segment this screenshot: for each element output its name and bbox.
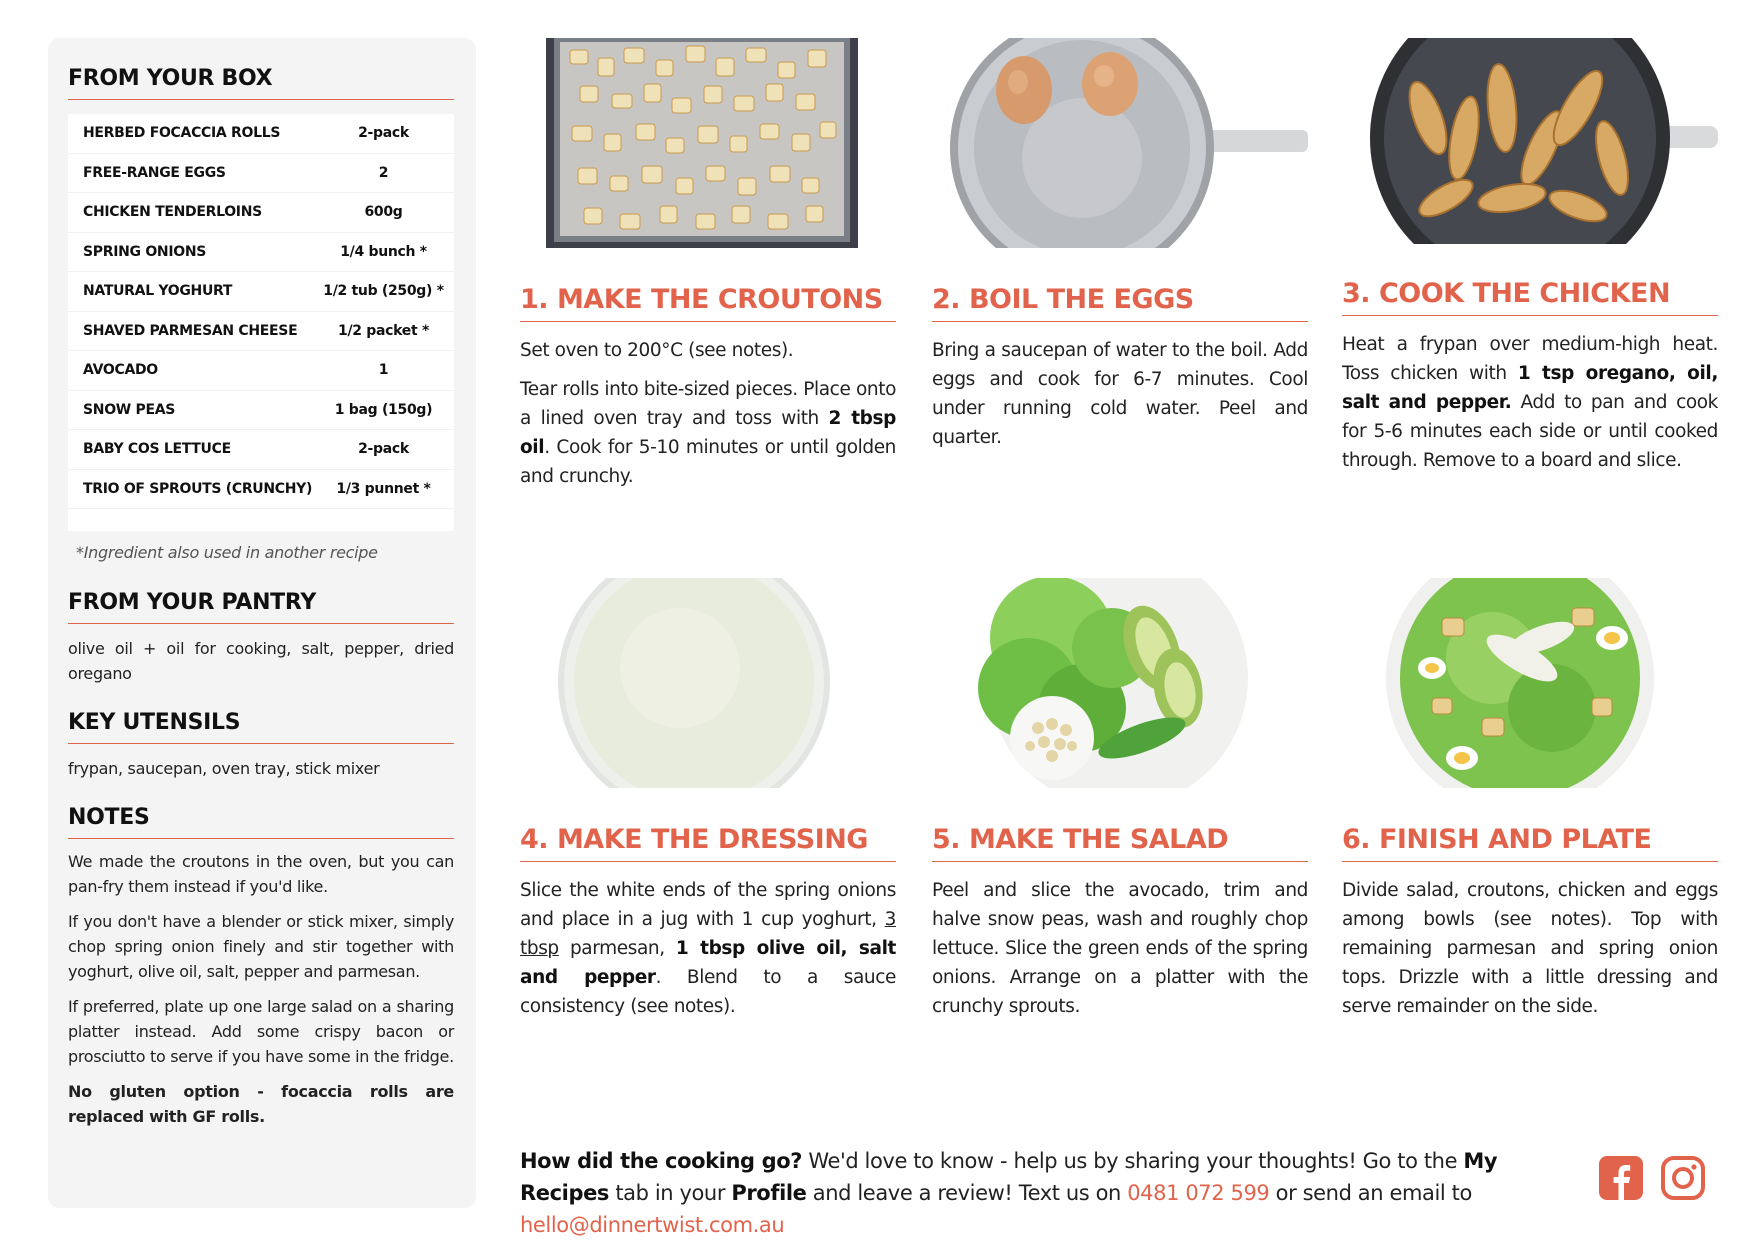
ingredient-row: [68, 272, 454, 312]
step-text: Divide salad, croutons, chicken and eggs among bowls (see notes). Top with remaining parmesan and spring onion tops. Drizzle with a little dressing and serve remainder on the side.: [1342, 880, 1718, 1017]
ingredient-name: HERBED FOCACCIA ROLLS: [83, 125, 281, 142]
ingredient-row: [68, 391, 454, 431]
ingredient-qty: 1/2 packet *: [338, 322, 429, 339]
gluten-note: No gluten option - focaccia rolls are replaced with GF rolls.: [68, 1082, 454, 1126]
pantry-heading: FROM YOUR PANTRY: [68, 590, 454, 624]
ingredient-qty: 600g: [364, 204, 403, 221]
croutons-photo: [520, 38, 896, 248]
profile-link[interactable]: Profile: [731, 1181, 807, 1205]
ingredient-name: SNOW PEAS: [83, 401, 176, 418]
utensils-heading: KEY UTENSILS: [68, 710, 454, 744]
step-title: 3. COOK THE CHICKEN: [1342, 278, 1718, 316]
phone-link[interactable]: 0481 072 599: [1127, 1181, 1270, 1205]
ingredient-row: [68, 154, 454, 194]
step-title: 5. MAKE THE SALAD: [932, 824, 1308, 862]
step-title: 1. MAKE THE CROUTONS: [520, 284, 896, 322]
step-2: [932, 38, 1308, 452]
step-5: [932, 578, 1308, 1021]
ingredient-name: FREE-RANGE EGGS: [83, 164, 226, 181]
ingredient-qty: 1/2 tub (250g) *: [323, 283, 444, 300]
utensils-section: [68, 710, 454, 781]
from-your-box-heading: FROM YOUR BOX: [68, 66, 454, 100]
ingredient-name: SHAVED PARMESAN CHEESE: [83, 322, 298, 339]
social-links: [1598, 1155, 1706, 1201]
footnote: *Ingredient also used in another recipe: [76, 543, 378, 562]
ingredients-table: [68, 114, 454, 531]
pantry-text: olive oil + oil for cooking, salt, pepper, dried oregano: [68, 639, 454, 683]
step-text: Bring a saucepan of water to the boil. Add eggs and cook for 6-7 minutes. Cool under running cold water. Peel and quarter.: [932, 340, 1308, 448]
utensils-text: frypan, saucepan, oven tray, stick mixer: [68, 759, 380, 778]
feedback-question: How did the cooking go?: [520, 1149, 803, 1173]
ingredient-name: SPRING ONIONS: [83, 243, 207, 260]
ingredient-qty: 2-pack: [358, 441, 409, 458]
note-item: If you don't have a blender or stick mixer, simply chop spring onion finely and stir together with yoghurt, olive oil, salt, pepper and parmesan.: [68, 912, 454, 981]
ingredient-name: TRIO OF SPROUTS (CRUNCHY): [83, 480, 313, 497]
ingredient-qty: 2: [378, 164, 389, 181]
step-1: [520, 38, 896, 491]
step-text: Tear rolls into bite-sized pieces. Place onto a lined oven tray and toss with 2 tbsp oil. Cook for 5-10 minutes or until golden and crunchy.: [520, 379, 896, 487]
salad-platter-photo: [932, 578, 1308, 788]
step-text: Set oven to 200°C (see notes).: [520, 340, 794, 361]
ingredient-qty: 1/4 bunch *: [340, 243, 427, 260]
feedback-footer: How did the cooking go? We'd love to know - help us by sharing your thoughts! Go to the My Recipes tab in your Profile and leave a review! Text us on 0481 072 599 or send an email to hello@dinnertwist.com.au: [520, 1149, 1498, 1237]
ingredients-panel: [48, 38, 476, 1208]
step-title: 4. MAKE THE DRESSING: [520, 824, 896, 862]
step-text: Slice the white ends of the spring onions and place in a jug with 1 cup yoghurt, 3 tbsp parmesan, 1 tbsp olive oil, salt and pepper. Blend to a sauce consistency (see notes).: [520, 880, 896, 1017]
ingredient-name: AVOCADO: [83, 362, 158, 379]
ingredient-row: [68, 233, 454, 273]
ingredient-row: [68, 312, 454, 352]
ingredient-row: [68, 430, 454, 470]
chicken-photo: [1342, 38, 1718, 244]
instagram-icon[interactable]: [1660, 1155, 1706, 1201]
step-title: 6. FINISH AND PLATE: [1342, 824, 1718, 862]
finished-plate-photo: [1342, 578, 1718, 788]
pantry-section: [68, 590, 454, 686]
step-6: [1342, 578, 1718, 1021]
ingredient-qty: 2-pack: [358, 125, 409, 142]
ingredient-row: [68, 351, 454, 391]
step-3: [1342, 38, 1718, 475]
step-text: Peel and slice the avocado, trim and halve snow peas, wash and roughly chop lettuce. Slice the green ends of the spring onions. Arrange on a platter with the crunchy sprouts.: [932, 880, 1308, 1017]
email-link[interactable]: hello@dinnertwist.com.au: [520, 1213, 785, 1237]
ingredient-qty: 1/3 punnet *: [336, 480, 431, 497]
facebook-icon[interactable]: [1598, 1155, 1644, 1201]
ingredient-qty: 1 bag (150g): [334, 401, 433, 418]
step-4: [520, 578, 896, 1021]
notes-section: [68, 805, 454, 1129]
ingredient-name: NATURAL YOGHURT: [83, 283, 233, 300]
ingredient-row: [68, 470, 454, 510]
ingredient-name: CHICKEN TENDERLOINS: [83, 204, 262, 221]
ingredient-row: [68, 114, 454, 154]
ingredient-row: [68, 193, 454, 233]
note-item: We made the croutons in the oven, but you can pan-fry them instead if you'd like.: [68, 852, 454, 896]
eggs-photo: [932, 38, 1308, 248]
ingredient-qty: 1: [378, 362, 389, 379]
step-text: Heat a frypan over medium-high heat. Toss chicken with 1 tsp oregano, oil, salt and pepper. Add to pan and cook for 5-6 minutes each side or until cooked through. Remove to a board and slice.: [1342, 334, 1718, 471]
step-title: 2. BOIL THE EGGS: [932, 284, 1308, 322]
my-recipes-link[interactable]: My Recipes: [520, 1149, 1498, 1205]
dressing-photo: [520, 578, 896, 788]
ingredient-name: BABY COS LETTUCE: [83, 441, 231, 458]
note-item: If preferred, plate up one large salad on a sharing platter instead. Add some crispy bacon or prosciutto to serve if you have some in the fridge.: [68, 997, 454, 1066]
notes-heading: NOTES: [68, 805, 454, 839]
